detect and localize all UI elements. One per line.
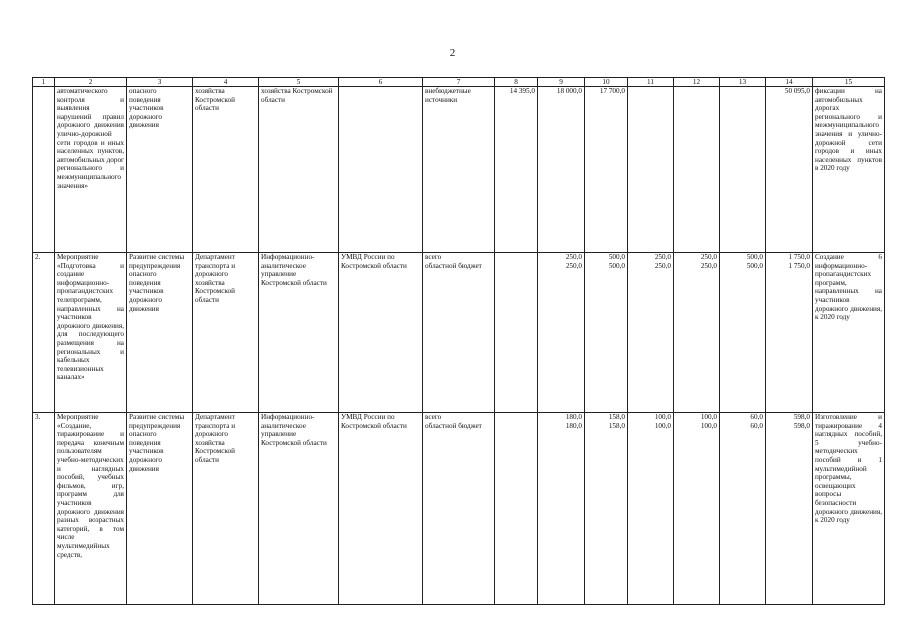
source-cell bbox=[423, 413, 495, 605]
table-row bbox=[33, 413, 885, 605]
column-header: 12 bbox=[674, 78, 720, 87]
page-number: 2 bbox=[449, 47, 456, 59]
executor-cell: Департамент транспорта и дорожного хозяйства Костромской области bbox=[193, 253, 259, 413]
value: 250,0 bbox=[565, 253, 582, 261]
value: 100,0 bbox=[700, 413, 717, 421]
column-header: 7 bbox=[423, 78, 495, 87]
value: 158,0 bbox=[608, 413, 625, 421]
column-header: 2 bbox=[55, 78, 127, 87]
program-table bbox=[32, 77, 885, 605]
header-row bbox=[33, 78, 885, 87]
value: 250,0 bbox=[654, 261, 671, 270]
column-header: 9 bbox=[538, 78, 585, 87]
value-cell-14 bbox=[766, 413, 813, 605]
value-cell-8 bbox=[495, 413, 538, 605]
value-cell-9 bbox=[538, 87, 585, 253]
column-header: 13 bbox=[720, 78, 766, 87]
row-number bbox=[33, 87, 55, 253]
value-cell-10 bbox=[585, 87, 628, 253]
source-budget: областной бюджет bbox=[425, 261, 482, 270]
table-row bbox=[33, 253, 885, 413]
value: 18 000,0 bbox=[556, 87, 582, 95]
source-total: всего bbox=[425, 253, 442, 261]
value: 50 095,0 bbox=[784, 87, 810, 95]
row-number: 3. bbox=[33, 413, 55, 605]
value: 100,0 bbox=[700, 421, 717, 430]
event-cell: Мероприятие «Подготовка и создание информационно-пропагандистских телепрограмм, направленных на участников дорожного движения, для последующего размещения на региональных и кабельных телевизионных каналах» bbox=[55, 253, 127, 413]
value: 500,0 bbox=[608, 261, 625, 270]
value-cell-12 bbox=[674, 87, 720, 253]
value-cell-14 bbox=[766, 253, 813, 413]
value-cell-11 bbox=[628, 87, 674, 253]
value-cell-8 bbox=[495, 87, 538, 253]
column-header: 14 bbox=[766, 78, 813, 87]
value-cell-11 bbox=[628, 413, 674, 605]
column-header: 4 bbox=[193, 78, 259, 87]
event-cell: Мероприятие «Создание, тиражирование и передача конечным пользователям учебно-методических и наглядных пособий, учебных фильмов, игр, программ для участников дорожного движения разных возрастных категорий, в том числе мультимедийных средств, bbox=[55, 413, 127, 605]
column-header: 8 bbox=[495, 78, 538, 87]
value-cell-13 bbox=[720, 253, 766, 413]
goal-cell: Развитие системы предупреждения опасного поведения участников дорожного движения bbox=[127, 413, 193, 605]
participant-cell: УМВД России по Костромской области bbox=[339, 253, 423, 413]
value-cell-10 bbox=[585, 253, 628, 413]
source-cell bbox=[423, 253, 495, 413]
column-header: 3 bbox=[127, 78, 193, 87]
value-cell-9 bbox=[538, 413, 585, 605]
value-cell-10 bbox=[585, 413, 628, 605]
value-cell-13 bbox=[720, 413, 766, 605]
value: 158,0 bbox=[608, 421, 625, 430]
source-total: всего bbox=[425, 413, 442, 421]
value: 250,0 bbox=[565, 261, 582, 270]
row-number: 2. bbox=[33, 253, 55, 413]
value: 598,0 bbox=[793, 413, 810, 421]
executor-cell: хозяйства Костромской области bbox=[193, 87, 259, 253]
value-cell-9 bbox=[538, 253, 585, 413]
source-cell bbox=[423, 87, 495, 253]
participant-cell bbox=[339, 87, 423, 253]
value-cell-13 bbox=[720, 87, 766, 253]
source-budget: областной бюджет bbox=[425, 421, 482, 430]
column-header: 10 bbox=[585, 78, 628, 87]
column-header: 5 bbox=[259, 78, 339, 87]
coexecutor-cell: хозяйства Костромской области bbox=[259, 87, 339, 253]
value: 250,0 bbox=[700, 253, 717, 261]
coexecutor-cell: Информационно-аналитическое управление Костромской области bbox=[259, 413, 339, 605]
value: 180,0 bbox=[565, 421, 582, 430]
coexecutor-cell: Информационно-аналитическое управление Костромской области bbox=[259, 253, 339, 413]
value-cell-12 bbox=[674, 413, 720, 605]
value: 1 750,0 bbox=[788, 261, 810, 270]
value: 14 395,0 bbox=[509, 87, 535, 95]
result-cell: фиксации на автомобильных дорогах регионального и межмуниципального значения и улично-дорожной сети городов и иных населенных пунктов в 2020 году bbox=[813, 87, 885, 253]
value: 17 700,0 bbox=[599, 87, 625, 95]
value: 598,0 bbox=[793, 421, 810, 430]
result-cell: Создание 6 информационно-пропагандистских программ, направленных на участников дорожного движения, к 2020 году bbox=[813, 253, 885, 413]
table-row bbox=[33, 87, 885, 253]
column-header: 11 bbox=[628, 78, 674, 87]
value-cell-11 bbox=[628, 253, 674, 413]
value: 180,0 bbox=[565, 413, 582, 421]
value: 500,0 bbox=[746, 261, 763, 270]
value: 250,0 bbox=[654, 253, 671, 261]
column-header: 6 bbox=[339, 78, 423, 87]
value: 100,0 bbox=[654, 421, 671, 430]
column-header: 1 bbox=[33, 78, 55, 87]
event-cell: автоматического контроля и выявления нарушений правил дорожного движения улично-дорожной сети городов и иных населенных пунктов, автомобильных дорог регионального и межмуниципального значения» bbox=[55, 87, 127, 253]
executor-cell: Департамент транспорта и дорожного хозяйства Костромской области bbox=[193, 413, 259, 605]
value: 250,0 bbox=[700, 261, 717, 270]
source-total: внебюджетные источники bbox=[425, 87, 471, 104]
goal-cell: Развитие системы предупреждения опасного поведения участников дорожного движения bbox=[127, 253, 193, 413]
value-cell-12 bbox=[674, 253, 720, 413]
value: 1 750,0 bbox=[788, 253, 810, 261]
value: 60,0 bbox=[750, 421, 763, 430]
value-cell-8 bbox=[495, 253, 538, 413]
value: 100,0 bbox=[654, 413, 671, 421]
goal-cell: опасного поведения участников дорожного движения bbox=[127, 87, 193, 253]
value: 500,0 bbox=[608, 253, 625, 261]
column-header: 15 bbox=[813, 78, 885, 87]
result-cell: Изготовление и тиражирование 4 наглядных пособий, 5 учебно-методических пособий и 1 мультимедийной программы, освещающих вопросы безопасности дорожного движения, к 2020 году bbox=[813, 413, 885, 605]
participant-cell: УМВД России по Костромской области bbox=[339, 413, 423, 605]
value: 500,0 bbox=[746, 253, 763, 261]
value-cell-14 bbox=[766, 87, 813, 253]
value: 60,0 bbox=[750, 413, 763, 421]
